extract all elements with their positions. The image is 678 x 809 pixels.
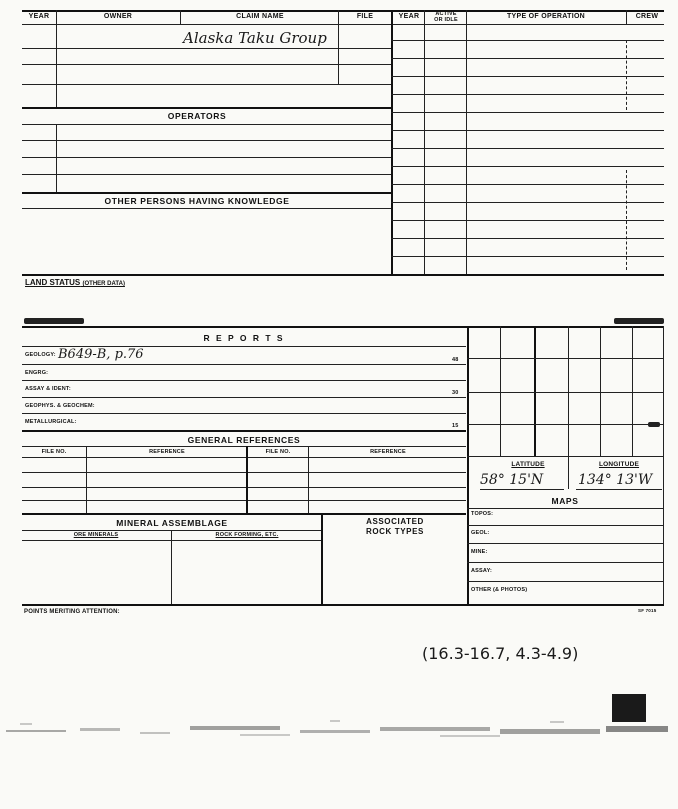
reports-bottom-border bbox=[22, 604, 664, 606]
assay-num: 30 bbox=[452, 390, 459, 396]
top-table-bottom bbox=[22, 274, 664, 276]
scan-noise-band bbox=[0, 690, 678, 760]
rock-types-label: ROCK TYPES bbox=[365, 527, 424, 536]
gr-header-reference-1: REFERENCE bbox=[149, 449, 185, 455]
header-file: FILE bbox=[356, 13, 374, 20]
gr-header-file-no-1: FILE NO. bbox=[41, 449, 67, 455]
operators-label: OPERATORS bbox=[167, 111, 227, 121]
latitude-label: LATITUDE bbox=[511, 461, 545, 468]
associated-label: ASSOCIATED bbox=[366, 517, 424, 526]
engrg-label: ENGRG: bbox=[25, 370, 49, 376]
main-vertical-divider bbox=[391, 10, 393, 275]
header-year: YEAR bbox=[28, 13, 50, 20]
points-meriting-attention: POINTS MERITING ATTENTION: bbox=[24, 609, 120, 615]
maps-other-label: OTHER (& PHOTOS) bbox=[471, 587, 528, 593]
mineral-assemblage-title: MINERAL ASSEMBLAGE bbox=[116, 518, 228, 528]
top-border bbox=[22, 10, 664, 12]
form-number: SF 7015 bbox=[638, 608, 657, 613]
gr-header-reference-2: REFERENCE bbox=[370, 449, 406, 455]
metallurgical-num: 15 bbox=[452, 423, 459, 429]
geology-num: 48 bbox=[452, 357, 459, 363]
header-owner: OWNER bbox=[103, 13, 133, 20]
ore-minerals-label: ORE MINERALS bbox=[73, 532, 119, 538]
header-or-idle: OR IDLE bbox=[434, 17, 458, 23]
geology-label: GEOLOGY: bbox=[25, 352, 56, 358]
reports-title: R E P O R T S bbox=[203, 333, 285, 343]
metallurgical-label: METALLURGICAL: bbox=[25, 419, 77, 425]
geology-value: B649-B, p.76 bbox=[58, 347, 144, 362]
header-type-of-operation: TYPE OF OPERATION bbox=[506, 13, 586, 20]
rock-forming-label: ROCK FORMING, ETC. bbox=[215, 532, 279, 538]
scan-noise-graphic bbox=[0, 690, 678, 760]
maps-geol-label: GEOL: bbox=[471, 530, 490, 536]
header-claim-name: CLAIM NAME bbox=[236, 13, 284, 20]
header-divider bbox=[22, 24, 664, 25]
other-persons-label: OTHER PERSONS HAVING KNOWLEDGE bbox=[104, 196, 290, 206]
header-year-2: YEAR bbox=[398, 13, 420, 20]
claim-name-value: Alaska Taku Group bbox=[183, 29, 327, 47]
maps-title: MAPS bbox=[551, 496, 579, 506]
assay-ident-label: ASSAY & IDENT: bbox=[25, 386, 71, 392]
scan-smudge-left bbox=[24, 318, 84, 324]
longitude-value: 134° 13'W bbox=[578, 472, 653, 488]
header-crew: CREW bbox=[635, 13, 659, 20]
scan-smudge-right bbox=[614, 318, 664, 324]
longitude-label: LONGITUDE bbox=[598, 461, 640, 468]
land-status-label: LAND STATUS (OTHER DATA) bbox=[25, 278, 125, 287]
maps-topos-label: TOPOS: bbox=[471, 511, 494, 517]
handwritten-annotation: (16.3-16.7, 4.3-4.9) bbox=[422, 644, 579, 663]
geophys-label: GEOPHYS. & GEOCHEM: bbox=[25, 403, 95, 409]
maps-assay-label: ASSAY: bbox=[471, 568, 493, 574]
maps-mine-label: MINE: bbox=[471, 549, 488, 555]
general-references-title: GENERAL REFERENCES bbox=[187, 435, 301, 445]
scan-mark bbox=[648, 422, 660, 427]
header-active: ACTIVE bbox=[435, 11, 457, 17]
latitude-value: 58° 15'N bbox=[480, 472, 544, 488]
gr-header-file-no-2: FILE NO. bbox=[265, 449, 291, 455]
